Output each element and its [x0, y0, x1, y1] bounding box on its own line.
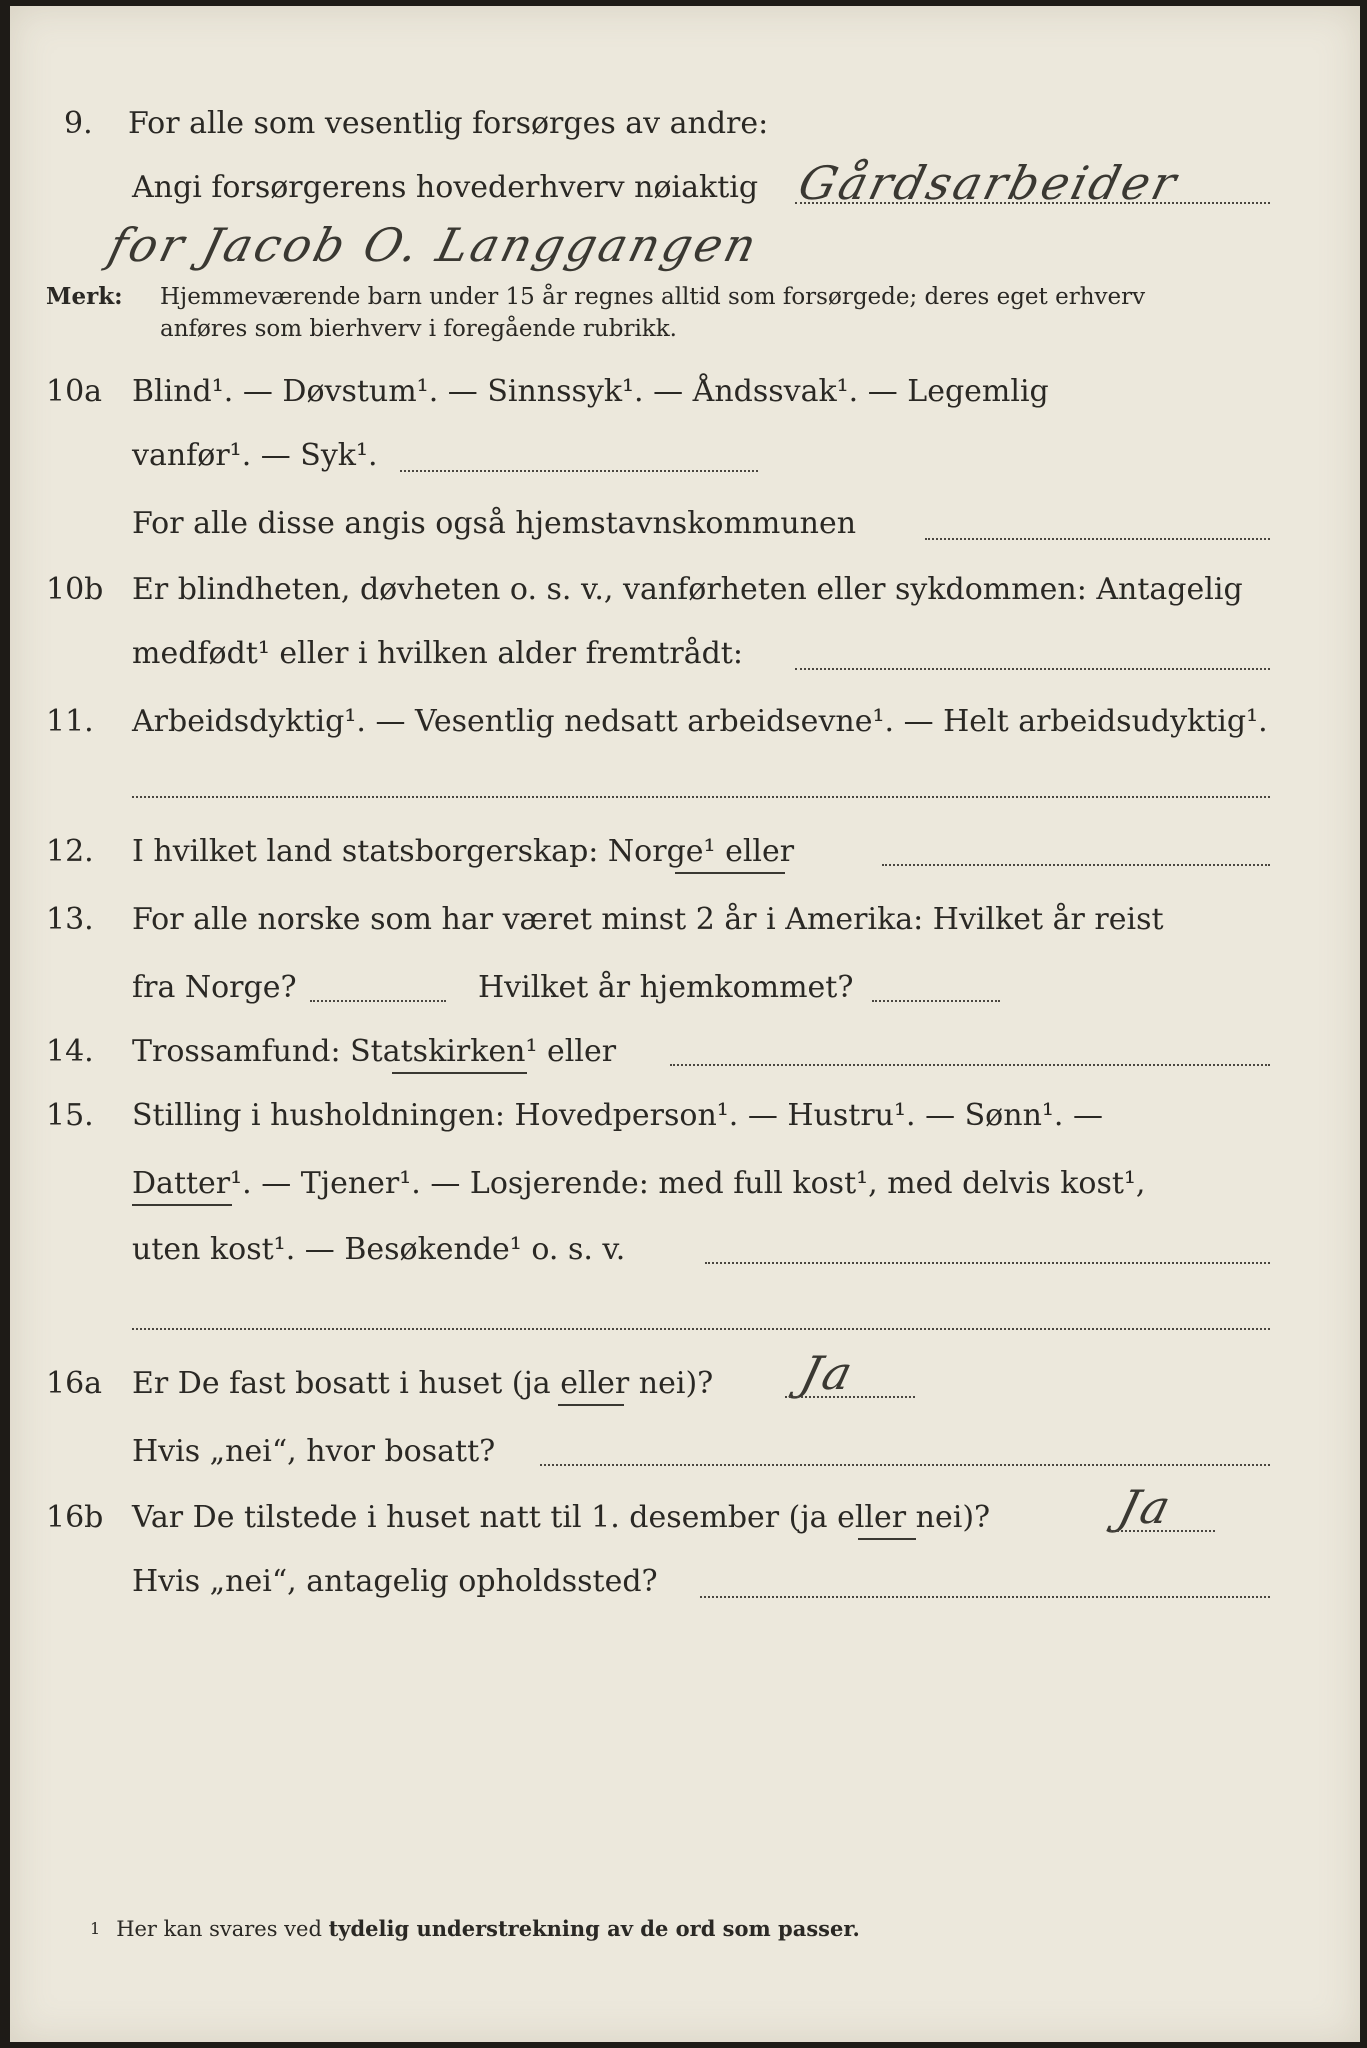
q15-fill-line-1 — [705, 1262, 1270, 1264]
q10a-line2: vanfør¹. — Syk¹. — [132, 438, 378, 473]
q9-line2: Angi forsørgerens hovederhverv nøiaktig — [132, 170, 759, 205]
q11-number: 11. — [46, 704, 94, 739]
q13-fill-line-hjemkommet — [872, 1000, 1000, 1002]
q15-line2: Datter¹. — Tjener¹. — Losjerende: med full kost¹, med delvis kost¹, — [132, 1166, 1146, 1201]
q14-number: 14. — [46, 1034, 94, 1069]
q11-fill-line — [132, 796, 1270, 798]
census-form-page — [10, 6, 1360, 2042]
q15-fill-line-2 — [132, 1328, 1270, 1330]
q9-fill-line-1 — [795, 202, 1270, 204]
q16b-fill-line-1 — [1110, 1530, 1215, 1532]
q10a-line3: For alle disse angis også hjemstavnskommunen — [132, 506, 857, 541]
q12-norge-underline — [675, 872, 785, 874]
q15-line1: Stilling i husholdningen: Hovedperson¹. — Hustru¹. — Sønn¹. — — [132, 1098, 1103, 1133]
q14-line1: Trossamfund: Statskirken¹ eller — [132, 1034, 617, 1069]
q13-line2b: Hvilket år hjemkommet? — [478, 970, 854, 1005]
q16a-line2: Hvis „nei“, hvor bosatt? — [132, 1434, 496, 1469]
q14-statskirken-underline — [392, 1072, 527, 1074]
q16a-number: 16a — [46, 1366, 103, 1401]
footnote — [90, 1916, 860, 1942]
q16b-line2: Hvis „nei“, antagelig opholdssted? — [132, 1564, 658, 1599]
q13-line1: For alle norske som har været minst 2 år i Amerika: Hvilket år reist — [132, 902, 1164, 937]
q11-line1: Arbeidsdyktig¹. — Vesentlig nedsatt arbeidsevne¹. — Helt arbeidsudyktig¹. — [132, 704, 1268, 739]
q16b-number: 16b — [46, 1500, 104, 1535]
q10a-number: 10a — [46, 374, 103, 409]
q15-number: 15. — [46, 1098, 94, 1133]
q10a-fill-line-syk — [400, 470, 758, 472]
q16b-line1: Var De tilstede i huset natt til 1. desember (ja eller nei)? — [132, 1500, 991, 1535]
q12-line1: I hvilket land statsborgerskap: Norge¹ eller — [132, 834, 795, 869]
q15-line3: uten kost¹. — Besøkende¹ o. s. v. — [132, 1232, 626, 1267]
q9-line1: For alle som vesentlig forsørges av andre: — [128, 106, 769, 141]
q16b-fill-line-2 — [700, 1596, 1270, 1598]
q13-number: 13. — [46, 902, 94, 937]
merk-label: Merk: — [46, 283, 123, 310]
q16a-line1: Er De fast bosatt i huset (ja eller nei)? — [132, 1366, 714, 1401]
q10a-fill-line-kommune — [925, 538, 1270, 540]
q12-number: 12. — [46, 834, 94, 869]
q12-fill-line — [882, 864, 1270, 866]
merk-line2: anføres som bierhverv i foregående rubrikk. — [160, 316, 677, 342]
q10a-line1: Blind¹. — Døvstum¹. — Sinnssyk¹. — Åndssvak¹. — Legemlig — [132, 374, 1049, 409]
footnote-text-bold: tydelig understrekning av de ord som passer. — [328, 1916, 860, 1941]
q10b-line2: medfødt¹ eller i hvilken alder fremtrådt: — [132, 636, 743, 671]
q9-handwritten-answer-2: for Jacob O. Langgangen — [103, 218, 765, 272]
footnote-text-plain: Her kan svares ved — [116, 1917, 322, 1941]
merk-line1: Hjemmeværende barn under 15 år regnes alltid som forsørgede; deres eget erhverv — [160, 284, 1146, 310]
q15-datter-underline — [132, 1204, 232, 1206]
q9-handwritten-answer-1: Gårdsarbeider — [793, 156, 1185, 210]
q10b-fill-line — [795, 668, 1270, 670]
q16b-handwritten-answer: Ja — [1113, 1480, 1179, 1534]
q10b-line1: Er blindheten, døvheten o. s. v., vanførheten eller sykdommen: Antagelig — [132, 572, 1243, 607]
q16a-fill-line-1 — [785, 1396, 915, 1398]
q16a-handwritten-answer: Ja — [795, 1346, 861, 1400]
q13-fill-line-reist — [310, 1000, 446, 1002]
q16a-fill-line-2 — [540, 1464, 1270, 1466]
q14-fill-line — [670, 1064, 1270, 1066]
q16b-ja-underline — [858, 1538, 916, 1540]
q10b-number: 10b — [46, 572, 104, 607]
footnote-mark: 1 — [90, 1919, 101, 1938]
q9-number: 9. — [64, 106, 93, 141]
q13-line2a: fra Norge? — [132, 970, 297, 1005]
q16a-ja-underline — [558, 1404, 624, 1406]
